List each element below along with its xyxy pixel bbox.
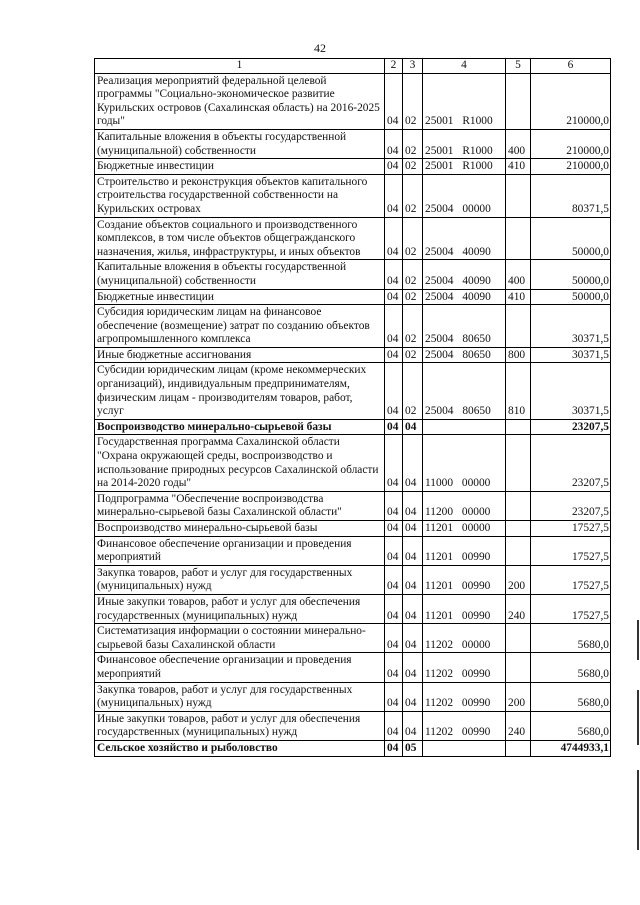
table-row [95,536,611,565]
table-row [95,260,611,289]
table-row [95,73,611,129]
row-amount: 30371,5 [531,347,611,363]
row-amount: 4744933,1 [531,740,611,756]
table-row [95,435,611,491]
row-expense-type-code: 200 [506,682,531,711]
row-name: Строительство и реконструкция объектов капитального строительства государственной собственности на Курильских островах [95,174,385,217]
table-row [95,624,611,653]
row-name: Капитальные вложения в объекты государственной (муниципальной) собственности [95,129,385,158]
row-subsection-code: 02 [403,217,423,260]
row-target-article-code: 25004 40090 [423,217,506,260]
row-section-code: 04 [385,435,403,491]
row-target-article-code: 11201 00990 [423,594,506,623]
row-target-article-code [423,419,506,435]
row-subsection-code: 02 [403,347,423,363]
row-amount: 5680,0 [531,624,611,653]
table-row [95,740,611,756]
row-name: Государственная программа Сахалинской области "Охрана окружающей среды, воспроизводство и использование природных ресурсов Сахалинской области на 2014-2020 годы" [95,435,385,491]
row-amount: 210000,0 [531,159,611,175]
row-amount: 5680,0 [531,682,611,711]
row-amount: 30371,5 [531,305,611,348]
row-amount: 17527,5 [531,594,611,623]
row-section-code: 04 [385,217,403,260]
row-amount: 17527,5 [531,565,611,594]
row-subsection-code: 02 [403,363,423,419]
row-amount: 5680,0 [531,711,611,740]
row-name: Закупка товаров, работ и услуг для государственных (муниципальных) нужд [95,682,385,711]
table-row [95,305,611,348]
row-section-code: 04 [385,159,403,175]
row-amount: 30371,5 [531,363,611,419]
row-expense-type-code: 240 [506,711,531,740]
row-section-code: 04 [385,521,403,537]
row-section-code: 04 [385,594,403,623]
table-row [95,289,611,305]
row-target-article-code: 11201 00990 [423,565,506,594]
row-target-article-code: 25004 40090 [423,260,506,289]
table-row [95,565,611,594]
row-amount: 50000,0 [531,260,611,289]
row-section-code: 04 [385,289,403,305]
row-subsection-code: 02 [403,260,423,289]
row-subsection-code: 04 [403,435,423,491]
row-name: Воспроизводство минерально-сырьевой базы [95,521,385,537]
row-name: Реализация мероприятий федеральной целевой программы "Социально-экономическое развитие Курильских островов (Сахалинская область) на 2016-2025 годы" [95,73,385,129]
row-target-article-code: 25004 80650 [423,363,506,419]
row-name: Субсидия юридическим лицам на финансовое обеспечение (возмещение) затрат по созданию объектов агропромышленного комплекса [95,305,385,348]
table-row [95,174,611,217]
row-target-article-code: 11201 00990 [423,536,506,565]
header-col-4: 4 [423,59,506,74]
row-section-code: 04 [385,491,403,520]
table-row [95,521,611,537]
row-name: Финансовое обеспечение организации и проведения мероприятий [95,653,385,682]
row-section-code: 04 [385,129,403,158]
row-target-article-code: 11202 00000 [423,624,506,653]
row-amount: 23207,5 [531,435,611,491]
table-row [95,363,611,419]
row-amount: 50000,0 [531,217,611,260]
row-name: Подпрограмма "Обеспечение воспроизводства минерально-сырьевой базы Сахалинской области" [95,491,385,520]
row-amount: 80371,5 [531,174,611,217]
row-name: Иные закупки товаров, работ и услуг для обеспечения государственных (муниципальных) нужд [95,594,385,623]
table-row [95,711,611,740]
row-section-code: 04 [385,536,403,565]
row-target-article-code: 11202 00990 [423,682,506,711]
row-section-code: 04 [385,419,403,435]
row-section-code: 04 [385,653,403,682]
row-expense-type-code [506,217,531,260]
header-col-6: 6 [531,59,611,74]
row-expense-type-code: 400 [506,129,531,158]
row-expense-type-code [506,740,531,756]
row-target-article-code: 11200 00000 [423,491,506,520]
row-section-code: 04 [385,682,403,711]
budget-table [94,58,611,757]
row-amount: 23207,5 [531,419,611,435]
header-col-1: 1 [95,59,385,74]
row-expense-type-code: 410 [506,159,531,175]
table-row [95,491,611,520]
row-name: Сельское хозяйство и рыболовство [95,740,385,756]
table-row [95,419,611,435]
row-target-article-code: 11202 00990 [423,711,506,740]
row-expense-type-code [506,536,531,565]
row-expense-type-code [506,653,531,682]
row-expense-type-code [506,419,531,435]
row-name: Создание объектов социального и производственного комплексов, в том числе объектов общегражданского назначения, жилья, инфраструктуры, и иных объектов [95,217,385,260]
row-expense-type-code [506,491,531,520]
row-amount: 210000,0 [531,129,611,158]
row-section-code: 04 [385,624,403,653]
row-target-article-code: 25004 00000 [423,174,506,217]
row-amount: 17527,5 [531,521,611,537]
row-subsection-code: 04 [403,682,423,711]
row-section-code: 04 [385,260,403,289]
row-subsection-code: 04 [403,594,423,623]
header-col-2: 2 [385,59,403,74]
table-body [95,73,611,756]
row-subsection-code: 04 [403,521,423,537]
table-row [95,682,611,711]
row-expense-type-code [506,305,531,348]
row-target-article-code: 25001 R1000 [423,73,506,129]
table-row [95,594,611,623]
row-subsection-code: 04 [403,653,423,682]
row-subsection-code: 04 [403,491,423,520]
row-name: Финансовое обеспечение организации и проведения мероприятий [95,536,385,565]
row-name: Иные закупки товаров, работ и услуг для обеспечения государственных (муниципальных) нужд [95,711,385,740]
table-header-row [95,59,611,74]
row-target-article-code: 25004 80650 [423,305,506,348]
row-subsection-code: 02 [403,73,423,129]
row-amount: 17527,5 [531,536,611,565]
row-expense-type-code: 410 [506,289,531,305]
page-number: 42 [314,41,326,55]
row-target-article-code: 25001 R1000 [423,159,506,175]
table-row [95,653,611,682]
row-subsection-code: 04 [403,419,423,435]
header-col-5: 5 [506,59,531,74]
row-target-article-code: 25004 80650 [423,347,506,363]
row-name: Закупка товаров, работ и услуг для государственных (муниципальных) нужд [95,565,385,594]
row-section-code: 04 [385,305,403,348]
row-expense-type-code: 810 [506,363,531,419]
row-section-code: 04 [385,565,403,594]
row-expense-type-code: 400 [506,260,531,289]
row-amount: 23207,5 [531,491,611,520]
row-target-article-code [423,740,506,756]
row-name: Бюджетные инвестиции [95,289,385,305]
table-row [95,129,611,158]
table-row [95,347,611,363]
row-expense-type-code [506,435,531,491]
row-subsection-code: 02 [403,174,423,217]
row-section-code: 04 [385,174,403,217]
row-section-code: 04 [385,711,403,740]
row-target-article-code: 25004 40090 [423,289,506,305]
row-expense-type-code [506,73,531,129]
table-row [95,217,611,260]
row-section-code: 04 [385,363,403,419]
row-amount: 5680,0 [531,653,611,682]
row-name: Воспроизводство минерально-сырьевой базы [95,419,385,435]
row-amount: 210000,0 [531,73,611,129]
row-section-code: 04 [385,740,403,756]
row-subsection-code: 04 [403,624,423,653]
row-subsection-code: 02 [403,289,423,305]
table-row [95,159,611,175]
row-expense-type-code: 800 [506,347,531,363]
row-subsection-code: 04 [403,565,423,594]
row-target-article-code: 11000 00000 [423,435,506,491]
header-col-3: 3 [403,59,423,74]
row-section-code: 04 [385,73,403,129]
row-subsection-code: 02 [403,129,423,158]
row-section-code: 04 [385,347,403,363]
row-subsection-code: 04 [403,711,423,740]
row-expense-type-code: 240 [506,594,531,623]
row-expense-type-code [506,521,531,537]
row-subsection-code: 02 [403,159,423,175]
row-name: Систематизация информации о состоянии минерально-сырьевой базы Сахалинской области [95,624,385,653]
row-target-article-code: 11202 00990 [423,653,506,682]
row-subsection-code: 05 [403,740,423,756]
row-target-article-code: 11201 00000 [423,521,506,537]
row-name: Бюджетные инвестиции [95,159,385,175]
row-name: Капитальные вложения в объекты государственной (муниципальной) собственности [95,260,385,289]
row-name: Иные бюджетные ассигнования [95,347,385,363]
row-subsection-code: 02 [403,305,423,348]
binding-edge-marks [636,620,640,870]
row-expense-type-code [506,174,531,217]
row-expense-type-code: 200 [506,565,531,594]
row-name: Субсидии юридическим лицам (кроме некоммерческих организаций), индивидуальным предпринимателям, физическим лицам - производителям товаров, работ, услуг [95,363,385,419]
row-subsection-code: 04 [403,536,423,565]
row-target-article-code: 25001 R1000 [423,129,506,158]
row-amount: 50000,0 [531,289,611,305]
row-expense-type-code [506,624,531,653]
